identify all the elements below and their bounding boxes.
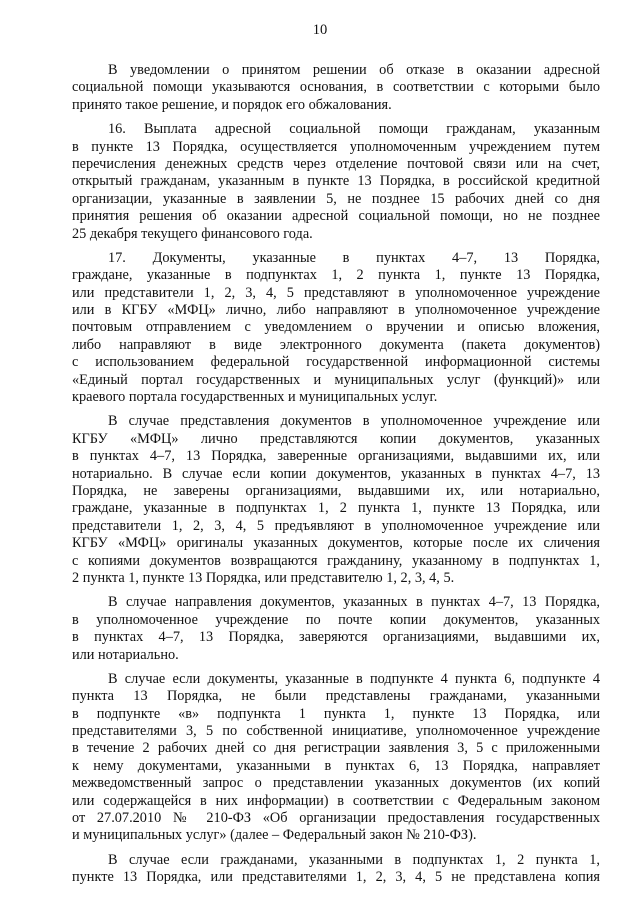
text-line: принято такое решение, и порядок его обжалования.: [72, 96, 392, 113]
text-line: краевого портала государственных и муниципальных услуг.: [72, 389, 438, 406]
text-line: граждане, указанные в подпунктах 1, 2 пункта 1, пункте 13 Порядка,: [72, 267, 600, 284]
paragraph: [72, 250, 600, 407]
text-line: в течение 2 рабочих дней со дня регистрации заявления 3, 5 с приложенными: [72, 740, 600, 757]
text-line: или нотариально.: [72, 646, 179, 663]
text-line: В случае представления документов в уполномоченное учреждение или: [108, 413, 600, 430]
text-line: с использованием федеральной государственной информационной системы: [72, 354, 600, 371]
text-line: в уполномоченное учреждение по почте копии документов, указанных: [72, 611, 600, 628]
text-line: 25 декабря текущего финансового года.: [72, 225, 313, 242]
text-line: представителями 3, 5 по собственной инициативе, уполномоченное учреждение: [72, 723, 600, 740]
text-line: в подпункте «в» подпункта 1 пункта 1, пункте 13 Порядка, или: [72, 705, 600, 722]
text-line: социальной помощи указываются основания, в соответствии с которыми было: [72, 79, 600, 96]
text-line: В случае если гражданами, указанными в подпунктах 1, 2 пункта 1,: [108, 851, 600, 868]
text-line: к нему документами, указанными в пунктах 6, 13 Порядка, направляет: [72, 757, 600, 774]
text-line: или представители 1, 2, 3, 4, 5 представляют в уполномоченное учреждение: [72, 284, 600, 301]
text-line: либо направляют в виде электронного документа (пакета документов): [72, 336, 600, 353]
text-line: представители 1, 2, 3, 4, 5 предъявляют в уполномоченное учреждение или: [72, 517, 600, 534]
text-line: В случае если документы, указанные в подпункте 4 пункта 6, подпункте 4: [108, 670, 600, 687]
text-line: или содержащейся в них информации) в соответствии с Федеральным законом: [72, 792, 600, 809]
text-line: принятия решения об оказании адресной социальной помощи, но не позднее: [72, 208, 600, 225]
text-line: В уведомлении о принятом решении об отказе в оказании адресной: [108, 62, 600, 78]
page-number: 10: [312, 22, 328, 38]
text-line: от 27.07.2010 № 210-ФЗ «Об организации предоставления государственных: [72, 810, 600, 827]
text-line: с копиями документов возвращаются гражданину, указанному в подпунктах 1,: [72, 552, 600, 569]
text-line: в пунктах 4–7, 13 Порядка, заверенные организациями, выдавшими их, или: [72, 448, 600, 465]
text-line: КГБУ «МФЦ» оригиналы указанных документов, которые после их сличения: [72, 535, 600, 552]
text-line: перечисления денежных средств через отделение почтовой связи или на счет,: [72, 155, 600, 172]
text-line: 2 пункта 1, пункте 13 Порядка, или представителю 1, 2, 3, 4, 5.: [72, 569, 455, 586]
paragraph: [72, 62, 600, 114]
paragraph: [72, 671, 600, 845]
text-line: Порядка, не заверены организациями, выдавшими их, или нотариально,: [72, 482, 600, 499]
text-line: межведомственный запрос о представлении указанных документов (их копий: [72, 775, 600, 792]
text-line: 17. Документы, указанные в пунктах 4–7, 13 Порядка,: [108, 249, 600, 266]
paragraph: [72, 852, 600, 887]
text-line: почтовым отправлением с уведомлением о вручении и описью вложения,: [72, 319, 600, 336]
paragraph: [72, 594, 600, 664]
text-line: граждане, указанные в подпунктах 1, 2 пункта 1, пункте 13 Порядка, или: [72, 500, 600, 517]
text-line: организации, указанные в заявлении 5, не позднее 15 рабочих дней со дня: [72, 190, 600, 207]
paragraph: [72, 121, 600, 243]
text-line: В случае направления документов, указанных в пунктах 4–7, 13 Порядка,: [108, 594, 600, 611]
text-line: «Единый портал государственных и муниципальных услуг (функций)» или: [72, 371, 600, 388]
text-line: в пункте 13 Порядка, осуществляется уполномоченным учреждением путем: [72, 138, 600, 155]
text-line: нотариально. В случае если копии документов, указанных в пунктах 4–7, 13: [72, 465, 600, 482]
text-line: пункте 13 Порядка, или представителями 1, 2, 3, 4, 5 не представлена копия: [72, 869, 600, 886]
text-line: 16. Выплата адресной социальной помощи гражданам, указанным: [108, 121, 600, 138]
paragraph: [72, 413, 600, 587]
text-line: пункта 13 Порядка, не были представлены гражданами, указанными: [72, 688, 600, 705]
text-line: открытый гражданам, указанным в пункте 13 Порядка, в российской кредитной: [72, 173, 600, 190]
text-line: КГБУ «МФЦ» лично представляются копии документов, указанных: [72, 430, 600, 447]
text-line: или в КГБУ «МФЦ» лично, либо направляют в уполномоченное учреждение: [72, 302, 600, 319]
text-line: в пунктах 4–7, 13 Порядка, заверяются организациями, выдавшими их,: [72, 629, 600, 646]
text-line: и муниципальных услуг» (далее – Федеральный закон № 210-ФЗ).: [72, 827, 477, 844]
document-body: [72, 62, 600, 894]
